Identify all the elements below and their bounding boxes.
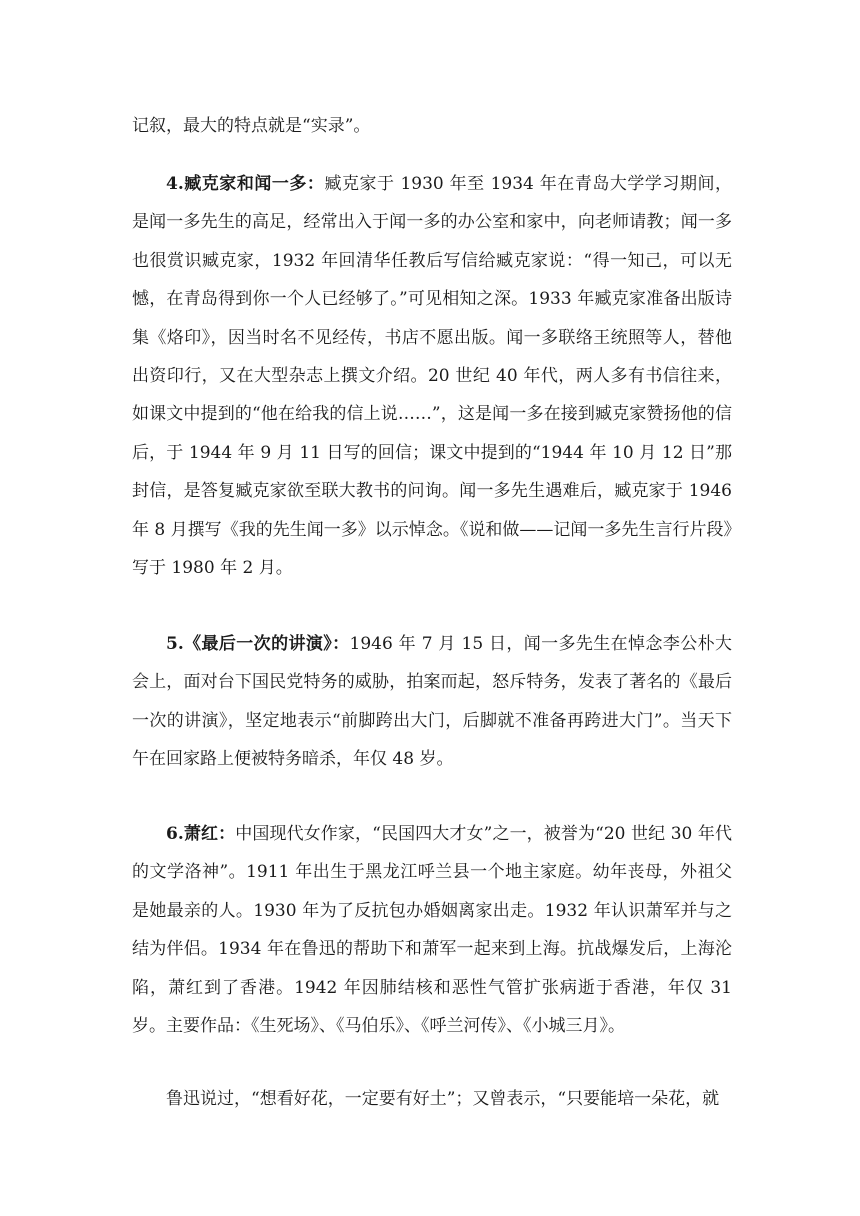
- paragraph-xiao-hong: [132, 815, 732, 1045]
- paragraph-continuation: [132, 107, 732, 145]
- paragraph-heading: 5.《最后一次的讲演》：: [166, 634, 350, 654]
- paragraph-body: 1946 年 7 月 15 日，闻一多先生在悼念李公朴大会上，面对台下国民党特务的威胁，拍案而起，怒斥特务，发表了著名的《最后一次的讲演》，坚定地表示“前脚跨出大门，后脚就不准备再跨进大门”。当天下午在回家路上便被特务暗杀，年仅 48 岁。: [132, 634, 732, 770]
- paragraph-heading: 6.萧红：: [166, 824, 236, 844]
- paragraph-body: 鲁迅说过，“想看好花，一定要有好土”；又曾表示，“只要能培一朵花，就: [166, 1089, 720, 1109]
- paragraph-heading: 4.臧克家和闻一多：: [166, 174, 325, 194]
- paragraph-last-lecture: [132, 625, 732, 779]
- paragraph-lu-xun-quote: [132, 1080, 732, 1118]
- paragraph-body: 中国现代女作家，“民国四大才女”之一，被誉为“20 世纪 30 年代的文学洛神”。1911 年出生于黑龙江呼兰县一个地主家庭。幼年丧母，外祖父是她最亲的人。1930 年为了反抗包办婚姻离家出走。1932 年认识萧军并与之结为伴侣。1934 年在鲁迅的帮助下和萧军一起来到上海。抗战爆发后，上海沦陷，萧红到了香港。1942 年因肺结核和恶性气管扩张病逝于香港，年仅 31 岁。主要作品：《生死场》、《马伯乐》、《呼兰河传》、《小城三月》。: [132, 824, 733, 1037]
- paragraph-body: 臧克家于 1930 年至 1934 年在青岛大学学习期间，是闻一多先生的高足，经常出入于闻一多的办公室和家中，向老师请教；闻一多也很赏识臧克家，1932 年回清华任教后写信给臧克家说：“得一知己，可以无憾，在青岛得到你一个人已经够了。”可见相知之深。1933 年臧克家准备出版诗集《烙印》，因当时名不见经传，书店不愿出版。闻一多联络王统照等人，替他出资印行，又在大型杂志上撰文介绍。20 世纪 40 年代，两人多有书信往来，如课文中提到的“他在给我的信上说……”，这是闻一多在接到臧克家赞扬他的信后，于 1944 年 9 月 11 日写的回信；课文中提到的“1944 年 10 月 12 日”那封信，是答复臧克家欲至联大教书的问询。闻一多先生遇难后，臧克家于 1946 年 8 月撰写《我的先生闻一多》以示悼念。《说和做——记闻一多先生言行片段》写于 1980 年 2 月。: [132, 174, 732, 579]
- paragraph-body: 记叙，最大的特点就是“实录”。: [132, 116, 371, 136]
- paragraph-zang-kejia-and-wen-yiduo: [132, 165, 732, 587]
